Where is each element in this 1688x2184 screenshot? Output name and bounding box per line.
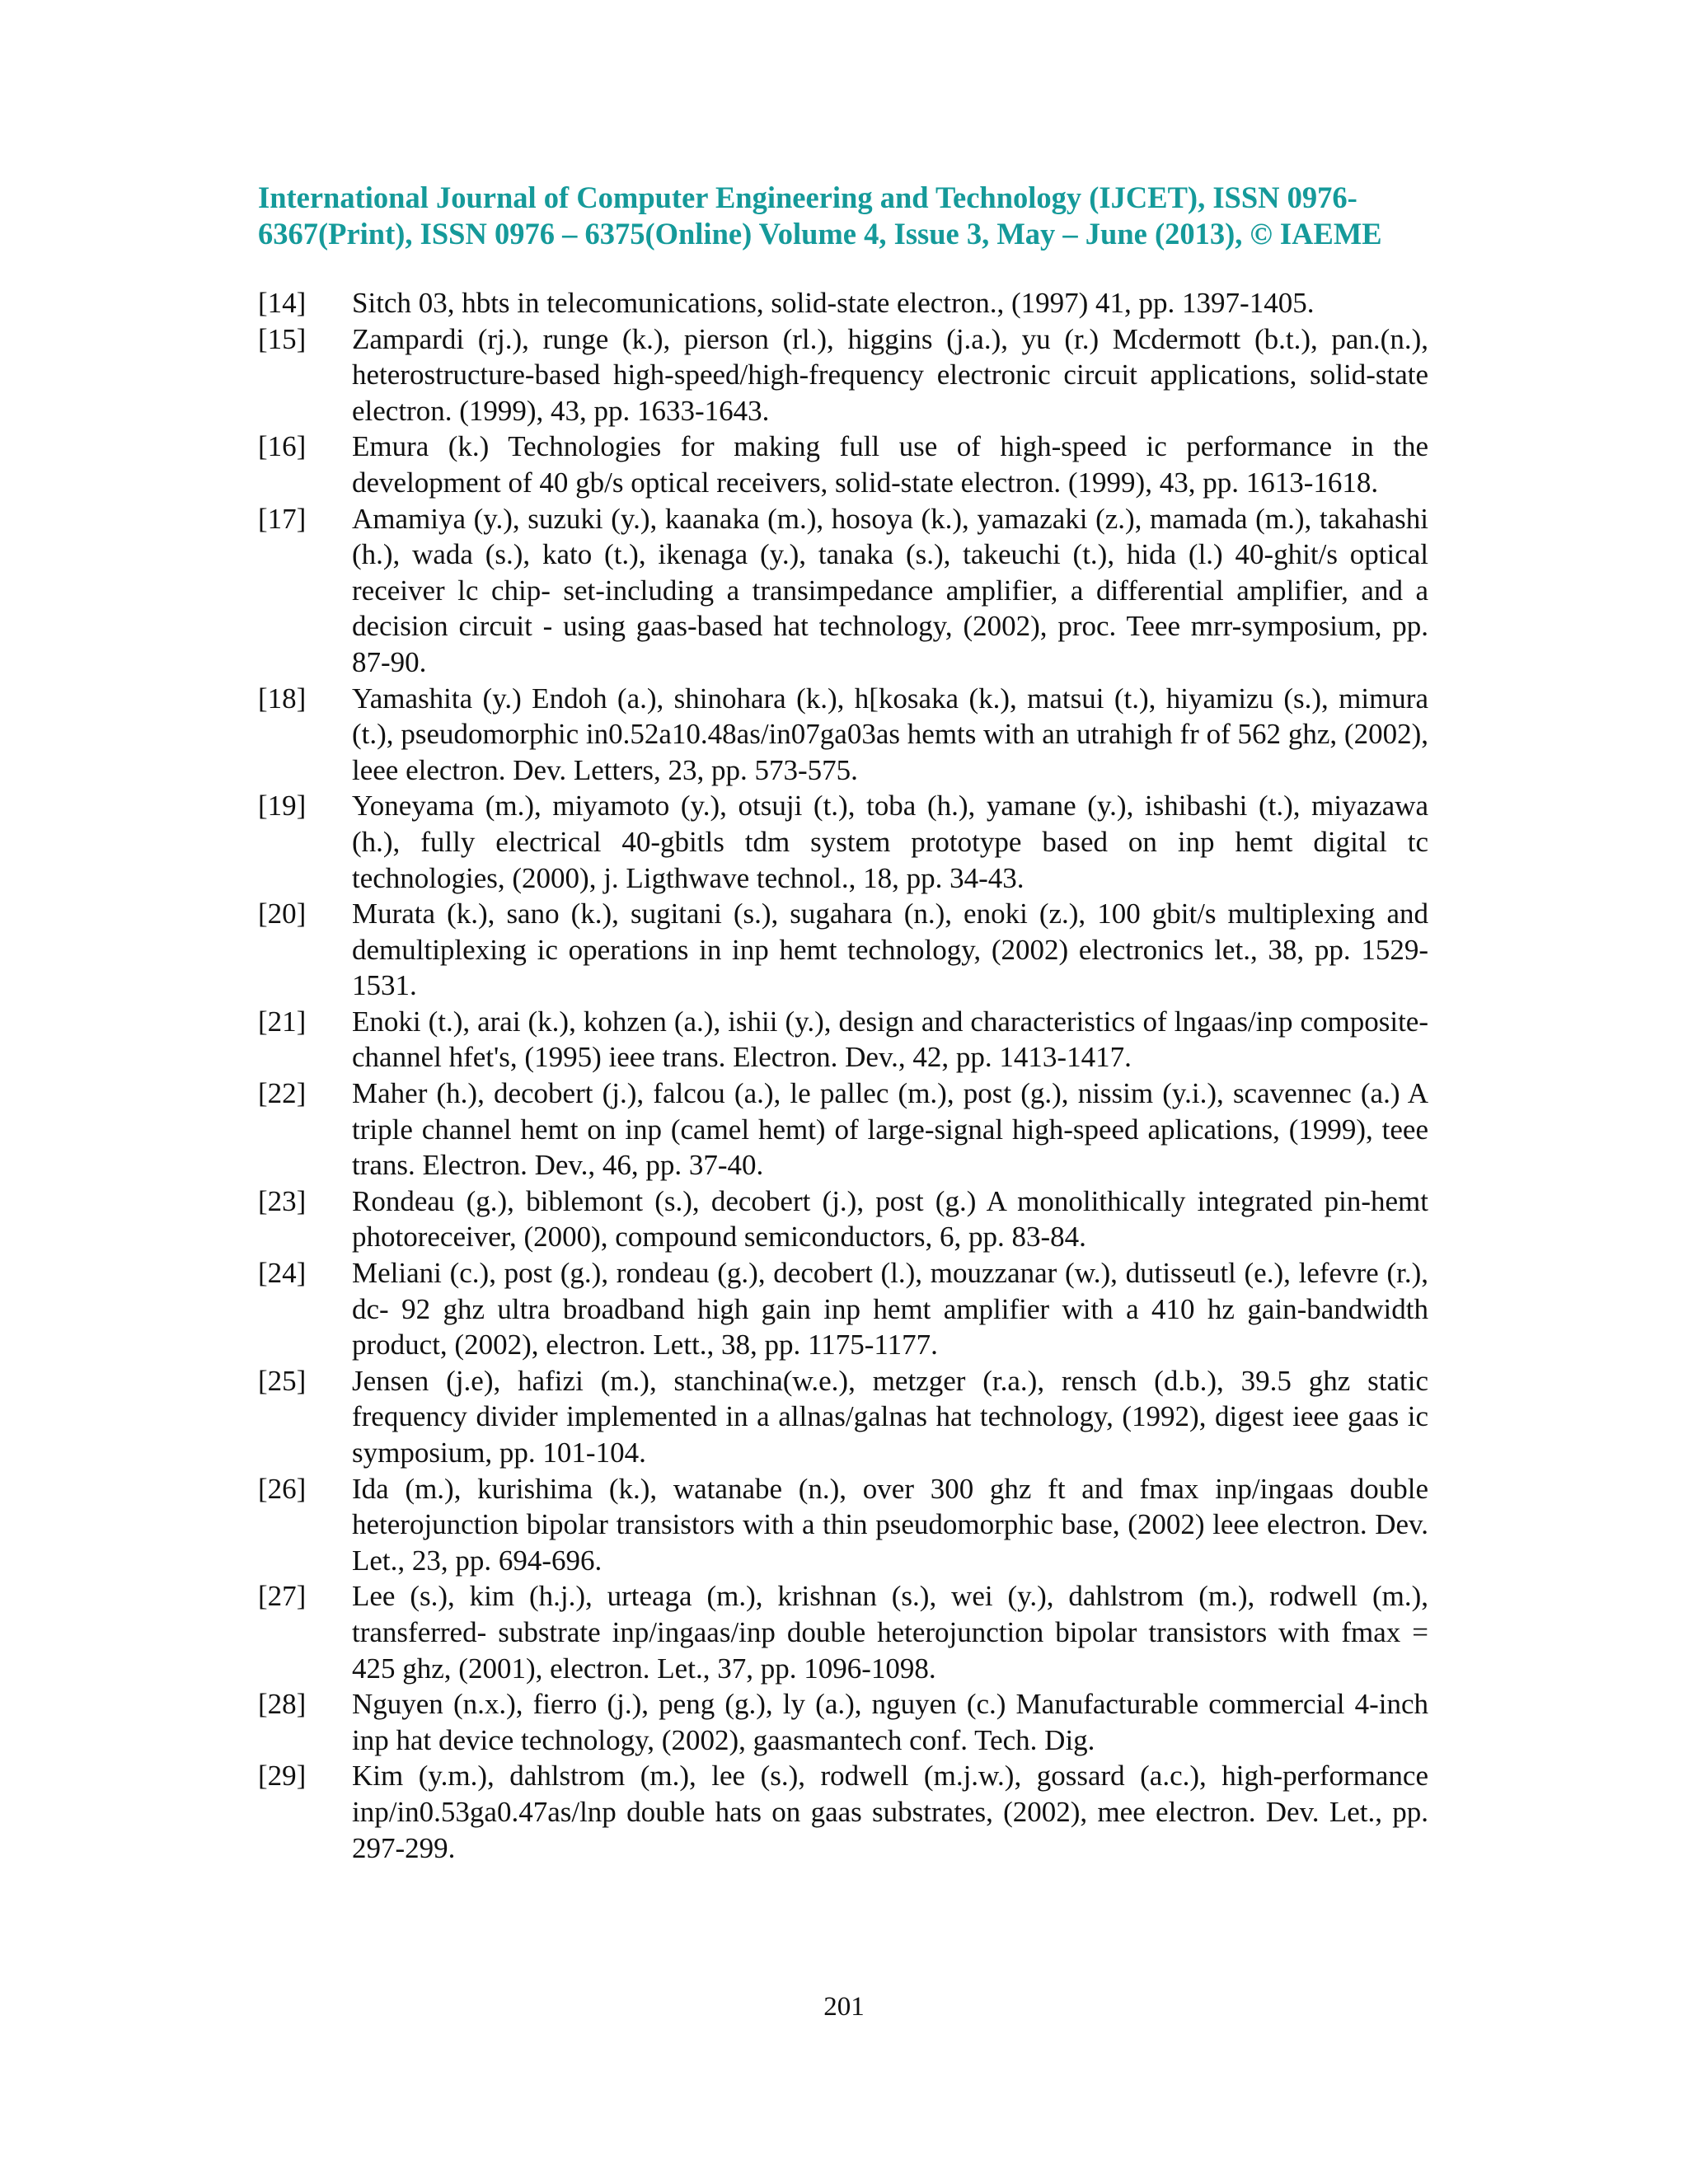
reference-number: [26]: [258, 1472, 307, 1505]
reference-item: [258, 285, 1428, 321]
reference-number: [23]: [258, 1184, 307, 1217]
reference-number: [22]: [258, 1077, 307, 1110]
reference-item: [258, 1183, 1428, 1255]
reference-number: [24]: [258, 1257, 307, 1290]
reference-text: Meliani (c.), post (g.), rondeau (g.), decobert (l.), mouzzanar (w.), dutisseutl (e.), lefevre (r.), dc- 92 ghz ultra broadband high gain inp hemt amplifier with a 410 hz gain-bandwidth product, (2002), electron. Lett., 38, pp. 1175-1177.: [352, 1257, 1428, 1361]
reference-text: Kim (y.m.), dahlstrom (m.), lee (s.), rodwell (m.j.w.), gossard (a.c.), high-performance inp/in0.53ga0.47as/lnp double hats on gaas substrates, (2002), mee electron. Dev. Let., pp. 297-299.: [352, 1760, 1428, 1864]
reference-text: Sitch 03, hbts in telecomunications, solid-state electron., (1997) 41, pp. 1397-1405.: [352, 287, 1315, 319]
reference-item: [258, 681, 1428, 789]
reference-text: Ida (m.), kurishima (k.), watanabe (n.), over 300 ghz ft and fmax inp/ingaas double heterojunction bipolar transistors with a thin pseudomorphic base, (2002) leee electron. Dev. Let., 23, pp. 694-696.: [352, 1472, 1428, 1577]
reference-number: [21]: [258, 1005, 307, 1038]
reference-text: Rondeau (g.), biblemont (s.), decobert (j.), post (g.) A monolithically integrated pin-hemt photoreceiver, (2000), compound semiconductors, 6, pp. 83-84.: [352, 1184, 1428, 1254]
reference-number: [25]: [258, 1364, 307, 1397]
reference-number: [20]: [258, 898, 307, 930]
reference-item: [258, 1686, 1428, 1758]
journal-header-line-1: International Journal of Computer Engineering and Technology (IJCET), ISSN 0976-: [258, 180, 1357, 214]
reference-item: [258, 501, 1428, 681]
reference-text: Nguyen (n.x.), fierro (j.), peng (g.), ly (a.), nguyen (c.) Manufacturable commercial 4-inch inp hat device technology, (2002), gaasmantech conf. Tech. Dig.: [352, 1688, 1428, 1756]
reference-number: [18]: [258, 682, 307, 715]
reference-text: Murata (k.), sano (k.), sugitani (s.), sugahara (n.), enoki (z.), 100 gbit/s multiplexing and demultiplexing ic operations in inp hemt technology, (2002) electronics let., 38, pp. 1529-1531.: [352, 898, 1428, 1002]
reference-text: Maher (h.), decobert (j.), falcou (a.), le pallec (m.), post (g.), nissim (y.i.), scavennec (a.) A triple channel hemt on inp (camel hemt) of large-signal high-speed aplications, (1999), teee trans. Electron. Dev., 46, pp. 37-40.: [352, 1077, 1428, 1182]
reference-number: [14]: [258, 287, 307, 319]
reference-item: [258, 429, 1428, 500]
reference-item: [258, 321, 1428, 429]
reference-text: Enoki (t.), arai (k.), kohzen (a.), ishii (y.), design and characteristics of lngaas/inp composite-channel hfet's, (1995) ieee trans. Electron. Dev., 42, pp. 1413-1417.: [352, 1005, 1428, 1074]
reference-number: [27]: [258, 1580, 307, 1613]
reference-item: [258, 1004, 1428, 1076]
page-number: 201: [823, 1992, 865, 2022]
reference-number: [28]: [258, 1688, 307, 1721]
reference-number: [29]: [258, 1760, 307, 1793]
reference-item: [258, 1758, 1428, 1866]
reference-text: Zampardi (rj.), runge (k.), pierson (rl.), higgins (j.a.), yu (r.) Mcdermott (b.t.), pan.(n.), heterostructure-based high-speed/high-frequency electronic circuit applications, solid-state electron. (1999), 43, pp. 1633-1643.: [352, 322, 1428, 427]
reference-list: [258, 285, 1428, 1866]
reference-text: Yoneyama (m.), miyamoto (y.), otsuji (t.), toba (h.), yamane (y.), ishibashi (t.), miyazawa (h.), fully electrical 40-gbitls tdm system prototype based on inp hemt digital tc technologies, (2000), j. Ligthwave technol., 18, pp. 34-43.: [352, 790, 1428, 894]
journal-header-line-2: 6367(Print), ISSN 0976 – 6375(Online) Volume 4, Issue 3, May – June (2013), © IAEME: [258, 217, 1382, 251]
reference-number: [15]: [258, 322, 307, 355]
journal-header: [258, 180, 1428, 252]
reference-number: [19]: [258, 790, 307, 823]
reference-text: Lee (s.), kim (h.j.), urteaga (m.), krishnan (s.), wei (y.), dahlstrom (m.), rodwell (m.), transferred- substrate inp/ingaas/inp double heterojunction bipolar transistors with fmax = 425 ghz, (2001), electron. Let., 37, pp. 1096-1098.: [352, 1580, 1428, 1685]
reference-text: Emura (k.) Technologies for making full use of high-speed ic performance in the development of 40 gb/s optical receivers, solid-state electron. (1999), 43, pp. 1613-1618.: [352, 430, 1428, 499]
reference-text: Jensen (j.e), hafizi (m.), stanchina(w.e.), metzger (r.a.), rensch (d.b.), 39.5 ghz static frequency divider implemented in a allnas/galnas hat technology, (1992), digest ieee gaas ic symposium, pp. 101-104.: [352, 1364, 1428, 1469]
reference-item: [258, 1255, 1428, 1363]
reference-item: [258, 1363, 1428, 1471]
reference-text: Amamiya (y.), suzuki (y.), kaanaka (m.), hosoya (k.), yamazaki (z.), mamada (m.), takahashi (h.), wada (s.), kato (t.), ikenaga (y.), tanaka (s.), takeuchi (t.), hida (l.) 40-ghit/s optical receiver lc chip- set-including a transimpedance amplifier, a differential amplifier, and a decision circuit - using gaas-based hat technology, (2002), proc. Teee mrr-symposium, pp. 87-90.: [352, 502, 1428, 678]
reference-number: [16]: [258, 430, 307, 463]
reference-item: [258, 1471, 1428, 1579]
reference-item: [258, 1076, 1428, 1183]
reference-number: [17]: [258, 502, 307, 535]
reference-item: [258, 788, 1428, 896]
reference-text: Yamashita (y.) Endoh (a.), shinohara (k.), h[kosaka (k.), matsui (t.), hiyamizu (s.), mimura (t.), pseudomorphic in0.52a10.48as/in07ga03as hemts with an utrahigh fr of 562 ghz, (2002), leee electron. Dev. Letters, 23, pp. 573-575.: [352, 682, 1428, 786]
reference-item: [258, 896, 1428, 1004]
reference-item: [258, 1578, 1428, 1686]
